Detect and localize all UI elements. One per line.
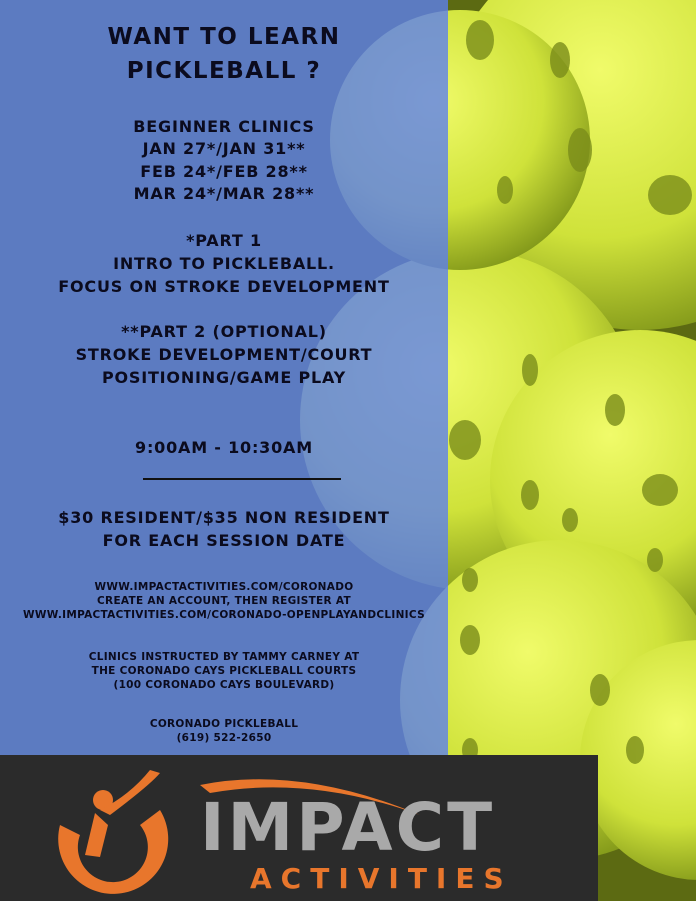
divider: [143, 478, 341, 480]
clinic-date-3: MAR 24*/MAR 28**: [133, 184, 315, 203]
logo-word-impact: IMPACT: [200, 789, 496, 866]
registration-instructions: CREATE AN ACCOUNT, THEN REGISTER AT: [97, 595, 351, 607]
clinics-title: BEGINNER CLINICS: [133, 117, 315, 136]
price-line1: $30 RESIDENT/$35 NON RESIDENT: [58, 508, 390, 527]
part1-heading: *PART 1: [186, 231, 262, 250]
headline-line2: PICKLEBALL ?: [126, 58, 322, 84]
instructor-line3: (100 CORONADO CAYS BOULEVARD): [113, 679, 335, 691]
registration-url[interactable]: WWW.IMPACTACTIVITIES.COM/CORONADO: [94, 581, 354, 593]
logo-word-activities: ACTIVITIES: [250, 862, 513, 895]
price-line2: FOR EACH SESSION DATE: [102, 531, 346, 550]
part2-line1: STROKE DEVELOPMENT/COURT: [75, 345, 373, 364]
impact-activities-logo: [0, 755, 598, 901]
part2-heading: **PART 2 (OPTIONAL): [121, 322, 327, 341]
contact-phone: (619) 522-2650: [176, 732, 272, 744]
contact-name: CORONADO PICKLEBALL: [149, 718, 299, 730]
registration-clinics-url[interactable]: WWW.IMPACTACTIVITIES.COM/CORONADO-OPENPLAYANDCLINICS: [23, 609, 425, 621]
part1-line2: FOCUS ON STROKE DEVELOPMENT: [58, 277, 390, 296]
part2-line2: POSITIONING/GAME PLAY: [101, 368, 347, 387]
headline-line1: WANT TO LEARN: [107, 24, 341, 50]
instructor-line1: CLINICS INSTRUCTED BY TAMMY CARNEY AT: [88, 651, 360, 663]
clinic-time: 9:00AM - 10:30AM: [135, 438, 313, 457]
instructor-line2: THE CORONADO CAYS PICKLEBALL COURTS: [91, 665, 357, 677]
clinic-date-1: JAN 27*/JAN 31**: [142, 139, 306, 158]
part1-line1: INTRO TO PICKLEBALL.: [113, 254, 335, 273]
clinic-date-2: FEB 24*/FEB 28**: [140, 162, 308, 181]
